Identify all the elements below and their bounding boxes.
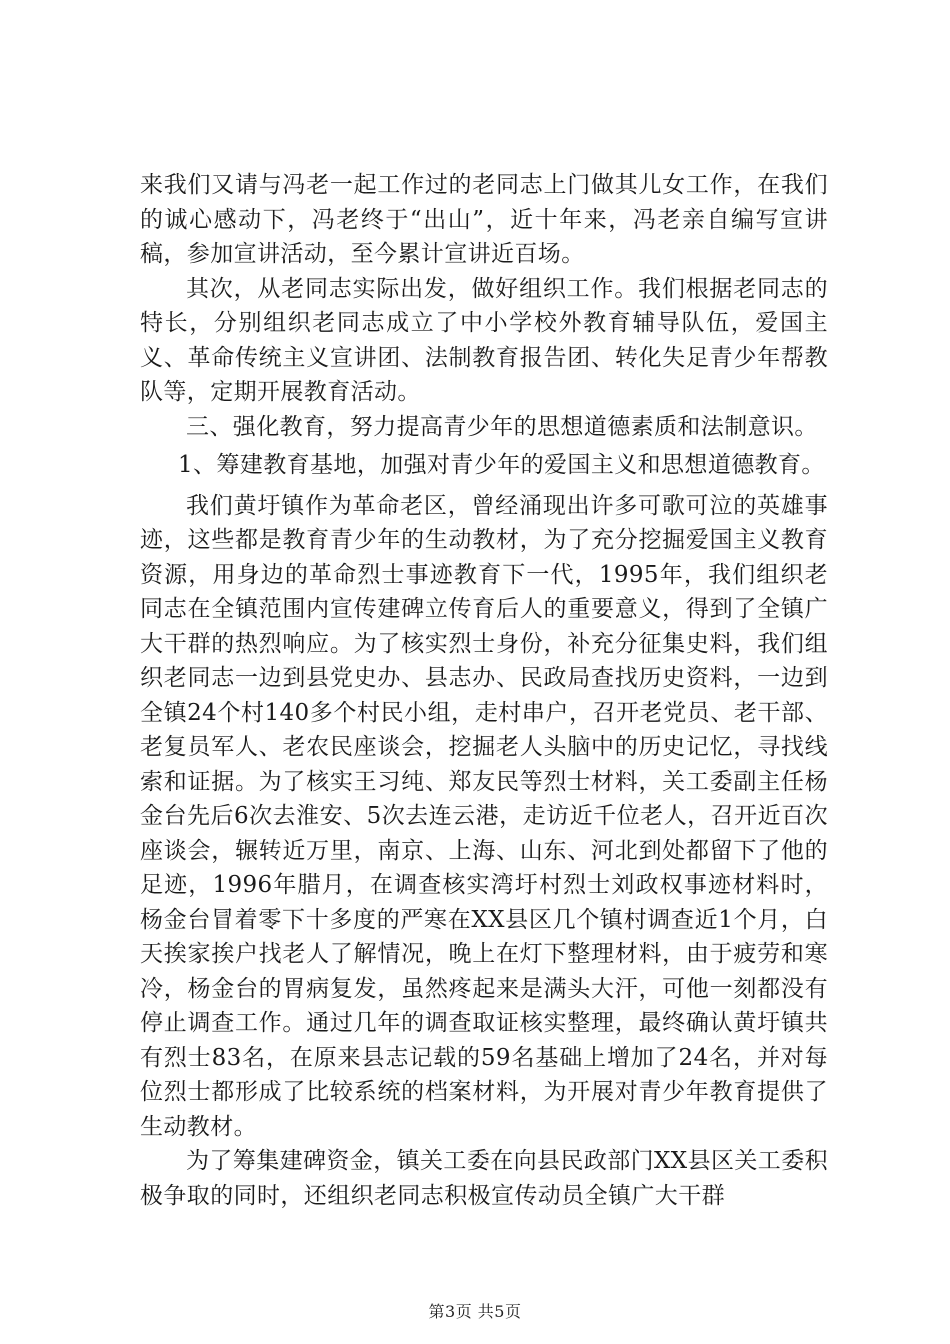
subsection-heading: 1、筹建教育基地，加强对青少年的爱国主义和思想道德教育。 — [178, 452, 825, 478]
page-number-footer: 第3页 共5页 — [428, 1302, 522, 1321]
section-heading: 三、强化教育，努力提高青少年的思想道德素质和法制意识。 — [186, 413, 818, 440]
paragraph: 我们黄圩镇作为革命老区，曾经涌现出许多可歌可泣的英雄事迹，这些都是教育青少年的生动教材，为了充分挖掘爱国主义教育资源，用身边的革命烈士事迹教育下一代，1995年，我们组织老同志在全镇范围内宣传建碑立传育后人的重要意义，得到了全镇广大干群的热烈响应。为了核实烈士身份，补充分征集史料，我们组织老同志一边到县党史办、县志办、民政局查找历史资料，一边到全镇24个村140多个村民小组，走村串户，召开老党员、老干部、老复员军人、老农民座谈会，挖掘老人头脑中的历史记忆，寻找线索和证据。为了核实王习纯、郑友民等烈士材料，关工委副主任杨金台先后6次去淮安、5次去连云港，走访近千位老人，召开近百次座谈会，辗转近万里，南京、上海、山东、河北到处都留下了他的足迹，1996年腊月，在调查核实湾圩村烈士刘政权事迹材料时，杨金台冒着零下十多度的严寒在XX县区几个镇村调查近1个月，白天挨家挨户找老人了解情况，晚上在灯下整理材料，由于疲劳和寒冷，杨金台的胃病复发，虽然疼起来是满头大汗，可他一刻都没有停止调查工作。通过几年的调查取证核实整理，最终确认黄圩镇共有烈士83名，在原来县志记载的59名基础上增加了24名，并对每位烈士都形成了比较系统的档案材料，为开展对青少年教育提供了生动教材。 — [140, 492, 828, 1140]
paragraph-continuation: 来我们又请与冯老一起工作过的老同志上门做其儿女工作，在我们的诚心感动下，冯老终于“出山”，近十年来，冯老亲自编写宣讲稿，参加宣讲活动，至今累计宣讲近百场。 — [140, 172, 828, 267]
paragraph: 为了筹集建碑资金，镇关工委在向县民政部门XX县区关工委积极争取的同时，还组织老同志积极宣传动员全镇广大干群 — [140, 1148, 828, 1209]
document-body — [140, 168, 828, 1213]
paragraph: 其次，从老同志实际出发，做好组织工作。我们根据老同志的特长，分别组织老同志成立了中小学校外教育辅导队伍，爱国主义、革命传统主义宣讲团、法制教育报告团、转化失足青少年帮教队等，定期开展教育活动。 — [140, 275, 828, 405]
